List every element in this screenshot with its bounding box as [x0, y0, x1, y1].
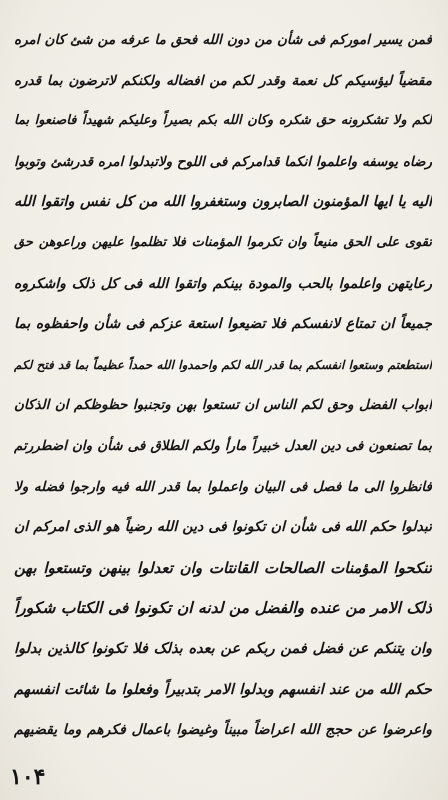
manuscript-line: تقوی علی الحق منیعاً وان تکرموا المؤمنات فلا تظلموا علیهن وراعوهن حق	[14, 234, 432, 250]
manuscript-line: تبدلوا حکم الله فی شأن ان تکونوا فی دین الله رضیاً هو الذی امرکم ان	[14, 519, 432, 536]
manuscript-line: فانظروا الی ما فصل فی البیان واعملوا بما قدر الله فیه وارجوا فضله ولا	[14, 478, 432, 495]
page-number: ۱۰۴	[10, 764, 46, 790]
manuscript-line: رعایتهن واعلموا بالحب والمودة بینکم واتقوا الله فی کل ذلک واشکروه	[14, 275, 432, 292]
manuscript-line: تنکحوا المؤمنات الصالحات القانتات وان تعدلوا بینهن وتستعوا بهن	[14, 558, 432, 577]
manuscript-line: واعرضوا عن حجج الله اعراضاً مبیناً وغیضوا باعمال فکرهم وما یقضیهم	[14, 722, 432, 739]
manuscript-text-block	[14, 20, 432, 751]
manuscript-line: لکم ولا تشکرونه حق شکره وکان الله بکم بصیراً وعلیکم شهیداً فاصنعوا بما	[14, 113, 432, 129]
manuscript-line: رضاه یوسفه واعلموا انکما قدامرکم فی اللوح ولاتبدلوا امره قدرشئ وتوبوا	[14, 153, 432, 170]
manuscript-line: وان یتنکم عن فضل فمن ربکم عن بعده بذلک فلا تکونوا کالذین بدلوا	[14, 639, 432, 657]
manuscript-line: حکم الله من عند انفسهم وبدلوا الامر بتدبیراً وفعلوا ما شائت انفسهم	[14, 680, 432, 698]
manuscript-line: استطعتم وستعوا انفسکم بما قدر الله لکم واحمدوا الله حمداً عظیماً بما قد فتح لکم	[14, 357, 432, 372]
manuscript-line: الیه یا ایها المؤمنون الصابرون وستغفروا الله من کل نفس واتقوا الله	[14, 193, 432, 211]
manuscript-line: مقضیاً لیؤسیکم کل نعمة وقدر لکم من افضاله ولکنکم لاترضون بما قدره	[14, 72, 432, 89]
manuscript-line: ابواب الفضل وحق لکم الناس ان تستعوا بهن وتجنبوا حظوظکم ان الذکان	[14, 397, 432, 414]
manuscript-line: جمیعاً ان تمتاع لانفسکم فلا تضیعوا استعة عزکم فی شأن واحفظوه بما	[14, 316, 432, 333]
manuscript-line: بما تصنعون فی دین العدل خبیراً مارأ ولکم الطلاق فی شأن وان اضطررتم	[14, 437, 432, 454]
manuscript-line: ذلک الامر من عنده والفضل من لدنه ان تکونوا فی الکتاب شکوراً	[14, 598, 432, 618]
manuscript-line: فمن يسير امورکم فی شأن من دون الله فحق ما عرفه من شئ کان امره	[14, 32, 432, 48]
